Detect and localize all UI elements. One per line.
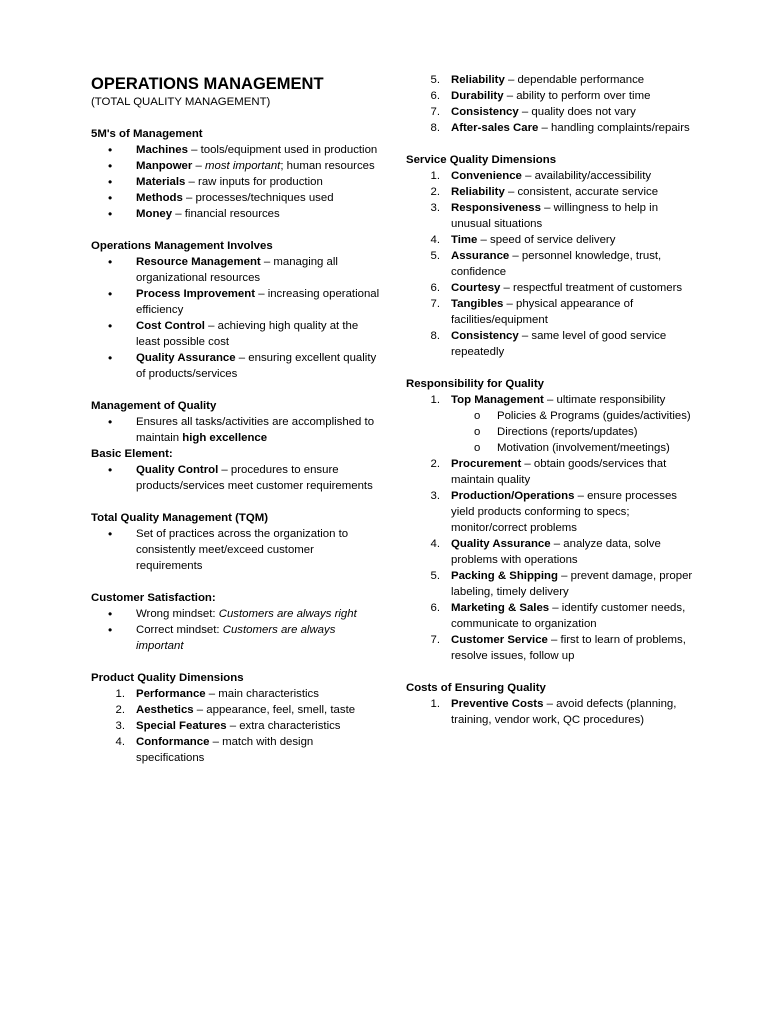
item-number: 5. (430, 74, 440, 86)
list-item (91, 622, 381, 654)
item-desc-prefix: – (192, 160, 205, 172)
bullet-list (91, 606, 381, 654)
item-number: 8. (430, 122, 440, 134)
bullet-marker: • (108, 607, 113, 621)
item-desc: – financial resources (172, 208, 280, 220)
item-desc: – extra characteristics (226, 720, 341, 732)
section-management-of-quality (91, 398, 381, 494)
list-item (406, 168, 696, 184)
item-number: 7. (430, 298, 440, 310)
section-tqm (91, 510, 381, 574)
bullet-list (91, 254, 381, 382)
list-item (91, 734, 381, 766)
item-desc: – speed of service delivery (477, 234, 616, 246)
list-item (91, 414, 381, 446)
bullet-list (91, 526, 381, 574)
item-desc: – avoid defects (planning, training, vendor work, QC procedures) (451, 698, 677, 726)
item-number: 2. (430, 186, 440, 198)
section-heading: Total Quality Management (TQM) (91, 512, 268, 524)
list-item (406, 328, 696, 360)
numbered-list (91, 686, 381, 766)
item-desc: – processes/techniques used (182, 192, 334, 204)
item-term: Production/Operations (451, 490, 575, 502)
sub-item-text: Motivation (involvement/meetings) (497, 442, 670, 454)
item-number: 5. (430, 250, 440, 262)
item-desc: – ability to perform over time (503, 90, 651, 102)
bullet-marker: • (108, 623, 113, 637)
list-item (406, 600, 696, 632)
list-item (91, 206, 381, 222)
bullet-marker: • (108, 415, 113, 429)
item-number: 2. (430, 458, 440, 470)
item-number: 4. (430, 234, 440, 246)
item-desc: – quality does not vary (518, 106, 636, 118)
item-desc: – ultimate responsibility (543, 394, 666, 406)
bullet-marker: • (108, 159, 113, 173)
item-term: Process Improvement (136, 288, 256, 300)
item-desc: – consistent, accurate service (504, 186, 659, 198)
item-term: Top Management (451, 394, 544, 406)
bullet-marker: • (108, 319, 113, 333)
item-number: 5. (430, 570, 440, 582)
item-desc: – dependable performance (504, 74, 645, 86)
section-product-quality-continued (406, 72, 696, 136)
item-desc: – increasing operational efficiency (136, 288, 380, 316)
item-desc: – physical appearance of facilities/equipment (451, 298, 634, 326)
item-desc: – availability/accessibility (521, 170, 652, 182)
section-customer-satisfaction (91, 590, 381, 654)
list-item (91, 318, 381, 350)
item-term: Packing & Shipping (451, 570, 558, 582)
list-item (91, 462, 381, 494)
item-term: Responsiveness (451, 202, 541, 214)
item-term: Preventive Costs (451, 698, 544, 710)
list-item (91, 606, 381, 622)
bullet-marker: • (108, 287, 113, 301)
item-desc: – match with design specifications (136, 736, 314, 764)
item-desc: – appearance, feel, smell, taste (193, 704, 356, 716)
section-heading: Product Quality Dimensions (91, 672, 244, 684)
bullet-marker: • (108, 175, 113, 189)
section-service-quality (406, 152, 696, 360)
item-number: 1. (430, 394, 440, 406)
section-heading: Responsibility for Quality (406, 378, 544, 390)
item-term: Methods (136, 192, 183, 204)
item-number: 1. (430, 170, 440, 182)
list-item (91, 254, 381, 286)
item-desc: – achieving high quality at the least possible cost (136, 320, 359, 348)
item-number: 7. (430, 106, 440, 118)
section-product-quality (91, 670, 381, 766)
item-number: 2. (115, 704, 125, 716)
item-desc: – personnel knowledge, trust, confidence (451, 250, 662, 278)
item-term: Assurance (451, 250, 510, 262)
item-desc: – main characteristics (205, 688, 319, 700)
numbered-list (406, 696, 696, 728)
list-item (406, 696, 696, 728)
right-column (406, 72, 696, 744)
left-column (91, 72, 381, 782)
item-desc: – willingness to help in unusual situations (451, 202, 659, 230)
item-number: 3. (115, 720, 125, 732)
item-term: Materials (136, 176, 186, 188)
item-label: Wrong mindset: (136, 608, 219, 620)
item-term: Special Features (136, 720, 227, 732)
item-term: Reliability (451, 186, 505, 198)
circle-marker: o (474, 410, 481, 422)
list-item (406, 632, 696, 664)
list-item (406, 232, 696, 248)
item-term: Customer Service (451, 634, 548, 646)
section-five-ms (91, 126, 381, 222)
list-item (91, 350, 381, 382)
circle-marker: o (474, 426, 481, 438)
section-costs (406, 680, 696, 728)
item-term: Resource Management (136, 256, 261, 268)
sub-heading: Basic Element: (91, 448, 173, 460)
bullet-list (91, 142, 381, 222)
numbered-list (406, 168, 696, 360)
item-term: Consistency (451, 330, 519, 342)
list-item (406, 296, 696, 328)
list-item (91, 158, 381, 174)
item-desc: – ensure processes yield products conforming to specs; monitor/correct problems (451, 490, 677, 534)
list-item (406, 536, 696, 568)
circle-marker: o (474, 442, 481, 454)
list-item (91, 526, 381, 574)
bullet-marker: • (108, 191, 113, 205)
item-term: Cost Control (136, 320, 205, 332)
section-responsibility (406, 376, 696, 664)
item-number: 8. (430, 330, 440, 342)
item-desc: – obtain goods/services that maintain quality (451, 458, 667, 486)
list-item (406, 568, 696, 600)
item-desc: – ensuring excellent quality of products/services (136, 352, 377, 380)
list-item (406, 72, 696, 88)
list-item (91, 190, 381, 206)
list-item (406, 184, 696, 200)
item-term: Reliability (451, 74, 505, 86)
item-number: 1. (430, 698, 440, 710)
item-term: Aesthetics (136, 704, 194, 716)
item-term: Money (136, 208, 173, 220)
item-desc: – respectful treatment of customers (500, 282, 683, 294)
item-term: Quality Assurance (136, 352, 236, 364)
section-heading: Customer Satisfaction: (91, 592, 216, 604)
item-emphasis-bold: high excellence (182, 432, 268, 444)
item-term: Tangibles (451, 298, 504, 310)
list-item (406, 200, 696, 232)
list-item (406, 120, 696, 136)
item-desc: ; human resources (280, 160, 375, 172)
item-term: Machines (136, 144, 188, 156)
item-emphasis: Customers are always important (136, 624, 336, 652)
item-term: Quality Assurance (451, 538, 551, 550)
item-desc: Ensures all tasks/activities are accomplished to maintain (136, 416, 375, 444)
item-desc: Set of practices across the organization to consistently meet/exceed customer requirements (136, 528, 349, 572)
item-number: 3. (430, 202, 440, 214)
item-desc-emphasis: most important (205, 160, 281, 172)
item-number: 6. (430, 282, 440, 294)
sub-list-item (406, 424, 696, 440)
item-desc: – procedures to ensure products/services meet customer requirements (136, 464, 373, 492)
list-item (406, 392, 696, 408)
section-heading: Service Quality Dimensions (406, 154, 557, 166)
bullet-list (91, 462, 381, 494)
list-item (406, 88, 696, 104)
item-number: 6. (430, 90, 440, 102)
item-emphasis: Customers are always right (218, 608, 357, 620)
item-desc: – prevent damage, proper labeling, timely delivery (451, 570, 693, 598)
item-label: Correct mindset: (136, 624, 223, 636)
item-term: Durability (451, 90, 504, 102)
list-item (406, 456, 696, 488)
item-term: Consistency (451, 106, 519, 118)
section-heading: 5M's of Management (91, 128, 203, 140)
bullet-marker: • (108, 527, 113, 541)
sub-item-text: Policies & Programs (guides/activities) (497, 410, 691, 422)
section-heading: Costs of Ensuring Quality (406, 682, 546, 694)
list-item (91, 142, 381, 158)
list-item (406, 488, 696, 536)
item-term: Conformance (136, 736, 210, 748)
bullet-marker: • (108, 255, 113, 269)
sub-list-item (406, 440, 696, 456)
item-desc: – raw inputs for production (185, 176, 323, 188)
item-number: 3. (430, 490, 440, 502)
item-number: 1. (115, 688, 125, 700)
item-term: Courtesy (451, 282, 501, 294)
list-item (91, 718, 381, 734)
item-number: 6. (430, 602, 440, 614)
numbered-list (406, 456, 696, 664)
section-heading: Management of Quality (91, 400, 217, 412)
page-subtitle: (TOTAL QUALITY MANAGEMENT) (91, 96, 271, 108)
sub-list (406, 408, 696, 456)
item-term: Time (451, 234, 478, 246)
page-title: OPERATIONS MANAGEMENT (91, 75, 324, 93)
item-desc: – same level of good service repeatedly (451, 330, 667, 358)
item-number: 4. (115, 736, 125, 748)
list-item (406, 104, 696, 120)
list-item (91, 286, 381, 318)
item-term: After-sales Care (451, 122, 539, 134)
item-number: 4. (430, 538, 440, 550)
bullet-marker: • (108, 351, 113, 365)
item-desc: – managing all organizational resources (136, 256, 338, 284)
item-desc: – handling complaints/repairs (538, 122, 690, 134)
list-item (91, 686, 381, 702)
list-item (91, 174, 381, 190)
bullet-marker: • (108, 143, 113, 157)
item-desc: – analyze data, solve problems with operations (451, 538, 661, 566)
sub-list-item (406, 408, 696, 424)
numbered-list (406, 392, 696, 408)
list-item (406, 280, 696, 296)
list-item (91, 702, 381, 718)
item-desc: – identify customer needs, communicate to organization (451, 602, 686, 630)
item-term: Marketing & Sales (451, 602, 550, 614)
item-term: Performance (136, 688, 206, 700)
numbered-list (406, 72, 696, 136)
bullet-marker: • (108, 207, 113, 221)
item-term: Manpower (136, 160, 193, 172)
item-term: Quality Control (136, 464, 219, 476)
section-heading: Operations Management Involves (91, 240, 273, 252)
item-term: Procurement (451, 458, 522, 470)
bullet-list (91, 414, 381, 446)
bullet-marker: • (108, 463, 113, 477)
item-desc: – tools/equipment used in production (187, 144, 378, 156)
section-ops-involves (91, 238, 381, 382)
item-number: 7. (430, 634, 440, 646)
list-item (406, 248, 696, 280)
sub-item-text: Directions (reports/updates) (497, 426, 638, 438)
item-desc: – first to learn of problems, resolve issues, follow up (451, 634, 686, 662)
item-term: Convenience (451, 170, 522, 182)
